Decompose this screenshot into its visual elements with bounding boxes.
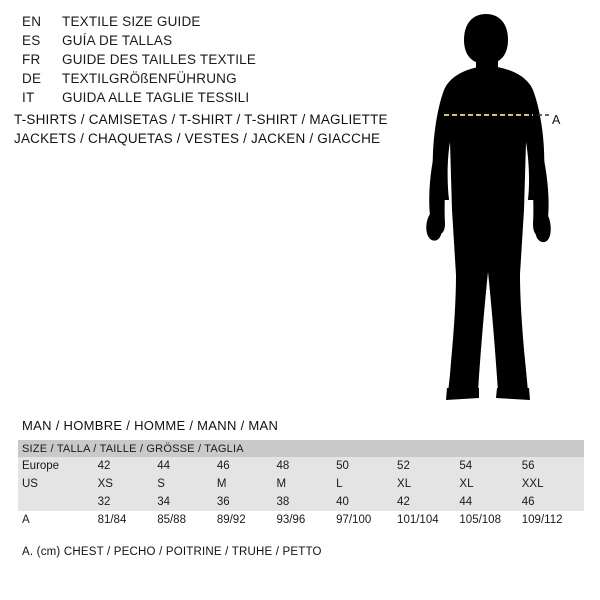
table-footnote: A. (cm) CHEST / PECHO / POITRINE / TRUHE / PETTO (22, 546, 322, 558)
category-line-tshirts: T-SHIRTS / CAMISETAS / T-SHIRT / T-SHIRT / MAGLIETTE (14, 112, 388, 127)
row-label (18, 493, 98, 511)
row-value: 44 (157, 457, 217, 475)
row-label: Europe (18, 457, 98, 475)
row-value: 81/84 (98, 511, 158, 529)
row-value: 32 (98, 493, 158, 511)
row-value: XL (459, 475, 521, 493)
row-value: M (217, 475, 277, 493)
language-text: TEXTILE SIZE GUIDE (62, 14, 201, 29)
row-value: 42 (397, 493, 459, 511)
row-value: 56 (522, 457, 584, 475)
row-value: XS (98, 475, 158, 493)
row-value: 97/100 (336, 511, 397, 529)
language-text: GUÍA DE TALLAS (62, 33, 173, 48)
row-value: 105/108 (459, 511, 521, 529)
row-value: 85/88 (157, 511, 217, 529)
row-value: 44 (459, 493, 521, 511)
category-line-jackets: JACKETS / CHAQUETAS / VESTES / JACKEN / GIACCHE (14, 131, 381, 146)
row-value: 34 (157, 493, 217, 511)
row-value: 50 (336, 457, 397, 475)
table-row (18, 457, 584, 475)
row-value: 46 (522, 493, 584, 511)
language-row (22, 52, 382, 71)
row-value: 101/104 (397, 511, 459, 529)
table-header-row (18, 440, 584, 457)
category-list (14, 110, 414, 148)
row-value: S (157, 475, 217, 493)
language-row (22, 14, 382, 33)
table-title: MAN / HOMBRE / HOMME / MANN / MAN (22, 418, 279, 433)
row-value: XL (397, 475, 459, 493)
table-header-cell: SIZE / TALLA / TAILLE / GRÖSSE / TAGLIA (18, 440, 584, 457)
row-value: M (276, 475, 336, 493)
row-value: 89/92 (217, 511, 277, 529)
row-label: US (18, 475, 98, 493)
figure-svg (400, 10, 600, 410)
language-list (22, 14, 382, 109)
size-table (18, 440, 584, 529)
row-value: 52 (397, 457, 459, 475)
row-value: 42 (98, 457, 158, 475)
row-value: L (336, 475, 397, 493)
language-row (22, 90, 382, 109)
language-code: DE (22, 71, 42, 86)
row-value: 54 (459, 457, 521, 475)
language-row (22, 33, 382, 52)
male-figure-illustration (400, 10, 600, 410)
language-row (22, 71, 382, 90)
row-value: 40 (336, 493, 397, 511)
row-label: A (18, 511, 98, 529)
language-text: GUIDE DES TAILLES TEXTILE (62, 52, 257, 67)
row-value: 109/112 (522, 511, 584, 529)
row-value: XXL (522, 475, 584, 493)
language-text: TEXTILGRÖßENFÜHRUNG (62, 71, 237, 86)
language-code: ES (22, 33, 41, 48)
language-text: GUIDA ALLE TAGLIE TESSILI (62, 90, 250, 105)
language-code: IT (22, 90, 35, 105)
language-code: FR (22, 52, 41, 67)
row-value: 46 (217, 457, 277, 475)
row-value: 38 (276, 493, 336, 511)
table-row (18, 511, 584, 529)
row-value: 48 (276, 457, 336, 475)
table-row (18, 493, 584, 511)
language-code: EN (22, 14, 42, 29)
row-value: 36 (217, 493, 277, 511)
row-value: 93/96 (276, 511, 336, 529)
table-row (18, 475, 584, 493)
measure-marker-label: A (552, 113, 561, 127)
